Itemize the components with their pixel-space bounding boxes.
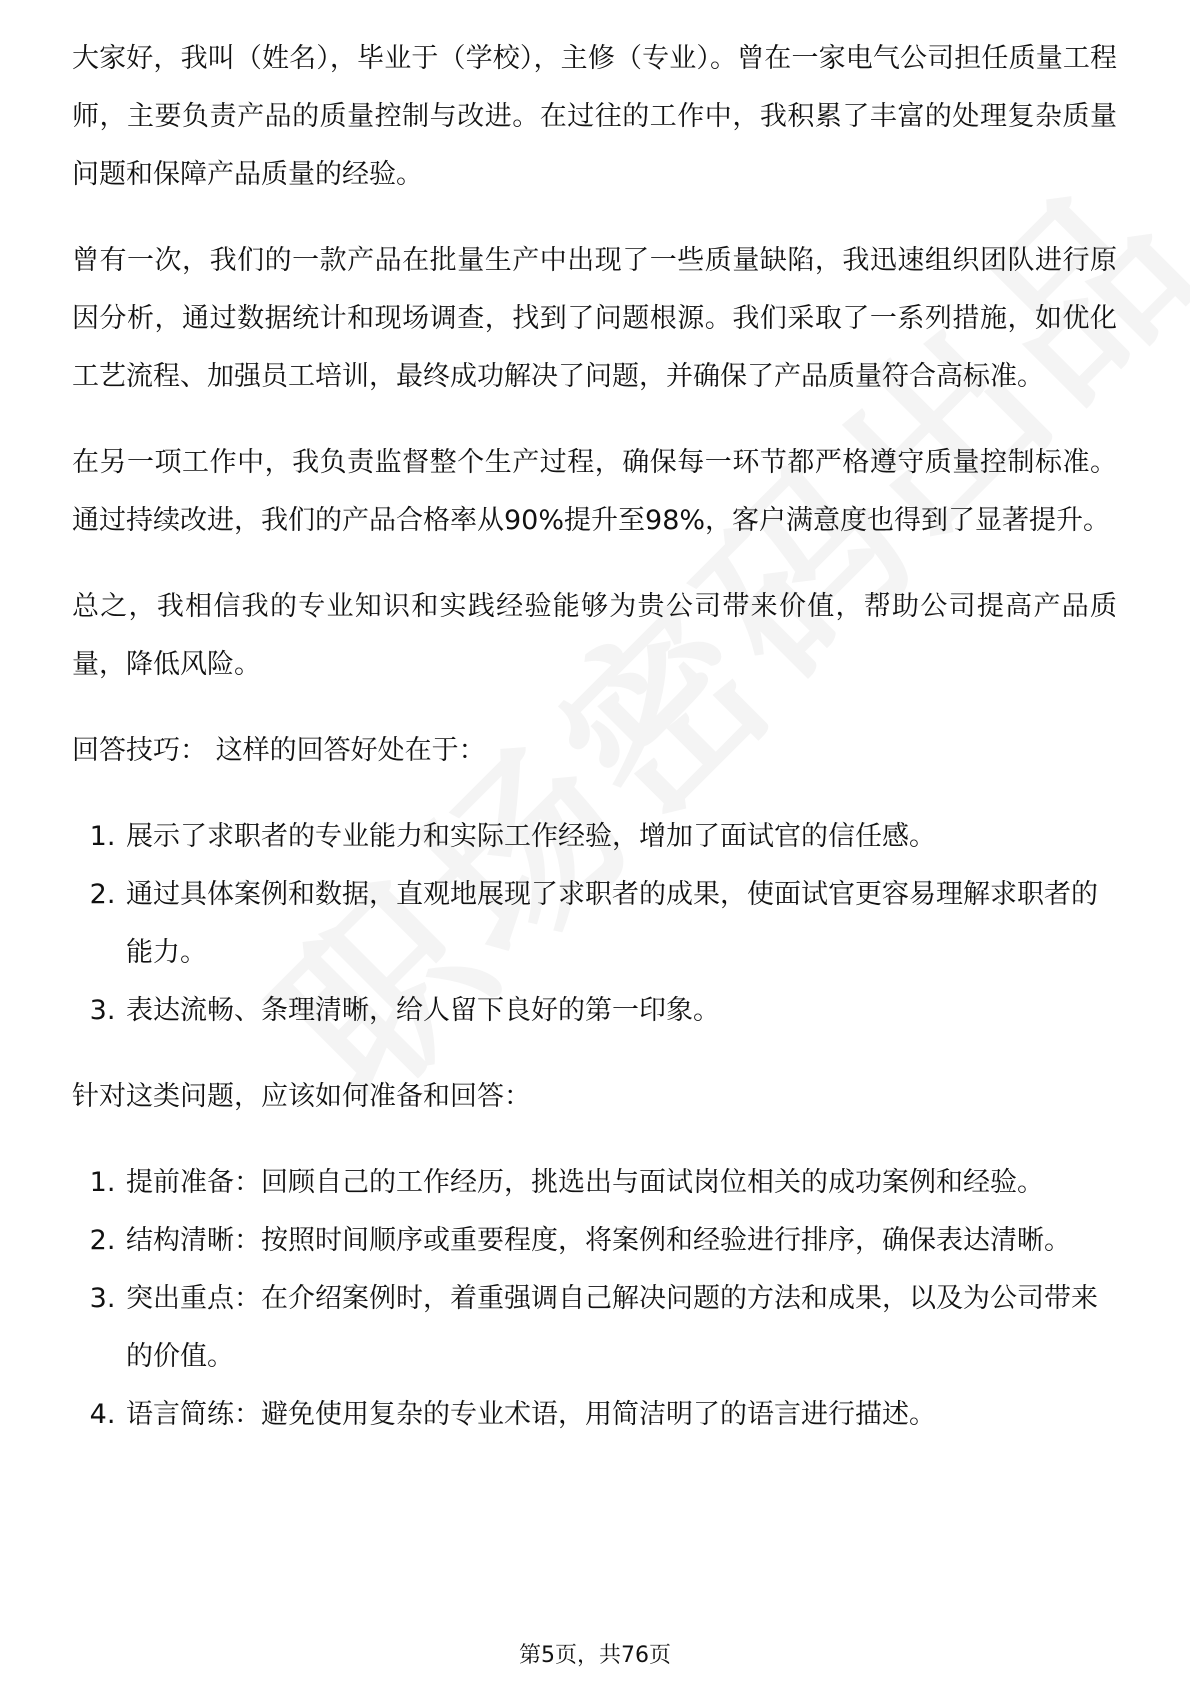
list-item: 3. 表达流畅、条理清晰，给人留下良好的第一印象。 <box>124 982 1117 1040</box>
prep-list <box>72 1154 1117 1444</box>
summary-paragraph: 总之，我相信我的专业知识和实践经验能够为贵公司带来价值，帮助公司提高产品质量，降低风险。 <box>72 591 1117 680</box>
page-number: 第5页，共76页 <box>519 1643 671 1668</box>
list-item: 3. 突出重点：在介绍案例时，着重强调自己解决问题的方法和成果，以及为公司带来的价值。 <box>124 1270 1117 1386</box>
list-item: 1. 展示了求职者的专业能力和实际工作经验，增加了面试官的信任感。 <box>124 808 1117 866</box>
tips-list <box>72 808 1117 1040</box>
document-body <box>72 30 1117 1472</box>
list-item: 1. 提前准备：回顾自己的工作经历，挑选出与面试岗位相关的成功案例和经验。 <box>124 1154 1117 1212</box>
case-paragraph-2: 在另一项工作中，我负责监督整个生产过程，确保每一环节都严格遵守质量控制标准。通过持续改进，我们的产品合格率从90%提升至98%，客户满意度也得到了显著提升。 <box>72 447 1117 536</box>
list-item: 2. 通过具体案例和数据，直观地展现了求职者的成果，使面试官更容易理解求职者的能力。 <box>124 866 1117 982</box>
list-item: 2. 结构清晰：按照时间顺序或重要程度，将案例和经验进行排序，确保表达清晰。 <box>124 1212 1117 1270</box>
tips-heading: 回答技巧： 这样的回答好处在于： <box>72 735 486 766</box>
intro-paragraph: 大家好，我叫（姓名），毕业于（学校），主修（专业）。曾在一家电气公司担任质量工程师，主要负责产品的质量控制与改进。在过往的工作中，我积累了丰富的处理复杂质量问题和保障产品质量的经验。 <box>72 43 1117 190</box>
list-item: 4. 语言简练：避免使用复杂的专业术语，用简洁明了的语言进行描述。 <box>124 1386 1117 1444</box>
case-paragraph-1: 曾有一次，我们的一款产品在批量生产中出现了一些质量缺陷，我迅速组织团队进行原因分析，通过数据统计和现场调查，找到了问题根源。我们采取了一系列措施，如优化工艺流程、加强员工培训，最终成功解决了问题，并确保了产品质量符合高标准。 <box>72 245 1117 392</box>
prep-heading: 针对这类问题，应该如何准备和回答： <box>72 1081 531 1112</box>
